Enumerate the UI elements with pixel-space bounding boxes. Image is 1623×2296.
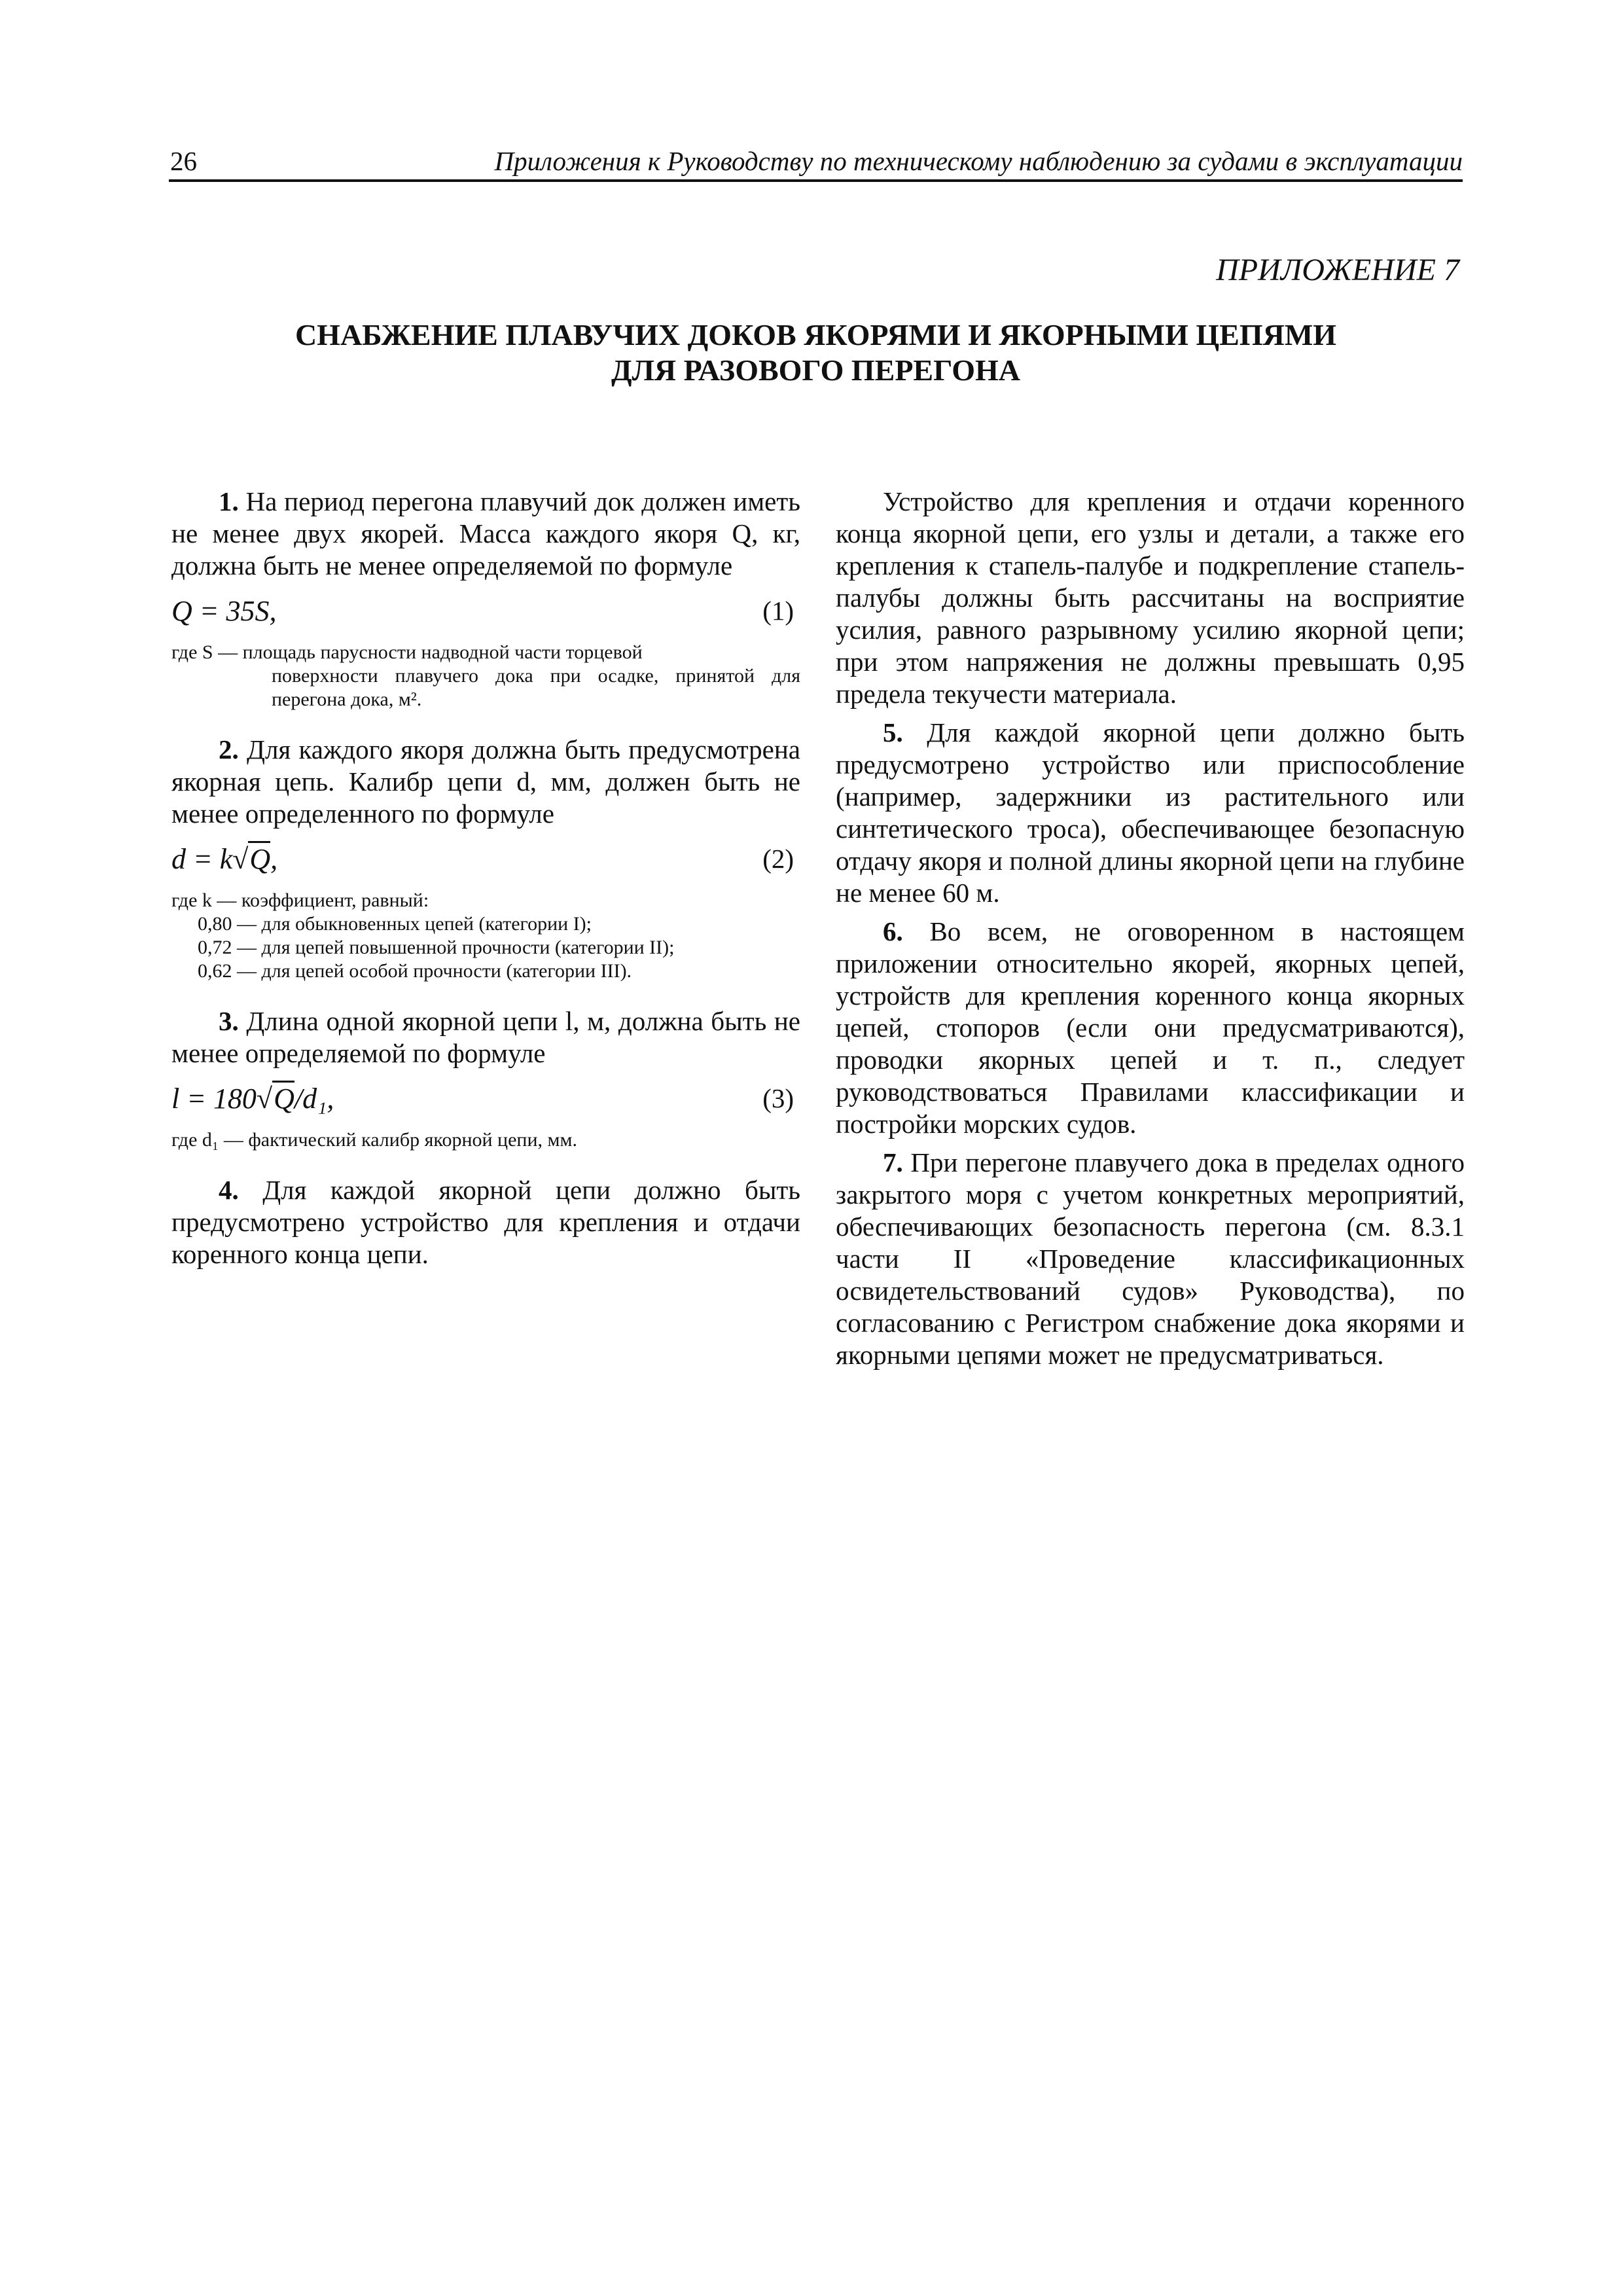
equation-number: (1) xyxy=(762,596,794,626)
formula-2 xyxy=(171,839,800,884)
radicand: Q xyxy=(248,841,270,875)
note-line: где k — коэффициент, равный: xyxy=(171,889,429,911)
formula-3-notes xyxy=(171,1128,800,1152)
formula-3 xyxy=(171,1079,800,1123)
equation-number: (3) xyxy=(762,1083,794,1113)
note-line: где d₁ — фактический калибр якорной цепи, мм. xyxy=(171,1129,577,1151)
paragraph-text: Во всем, не оговоренном в настоящем приложении относительно якорей, якорных цепей, устройств для крепления коренного конца якорных цепей, стопоров (если они предусматриваются), проводки якорных цепей и т. п., следует руководствоваться Правилами классификации и постройки морских судов. xyxy=(836,916,1465,1139)
formula-tail: /d₁, xyxy=(294,1083,334,1115)
paragraph-text: Для каждой якорной цепи должно быть предусмотрено устройство или приспособление (например, задержники из растительного или синтетического троса), обеспечивающее безопасную отдачу якоря и полной длины якорной цепи на глубине не менее 60 м. xyxy=(836,717,1465,908)
paragraph-4 xyxy=(171,1174,800,1270)
paragraph-number: 6. xyxy=(883,916,903,946)
paragraph-number: 4. xyxy=(219,1175,239,1205)
paragraph-number: 7. xyxy=(883,1147,903,1177)
paragraph-text: Для каждого якоря должна быть предусмотрена якорная цепь. Калибр цепи d, мм, должен быть не менее определенного по формуле xyxy=(171,734,801,829)
paragraph-3 xyxy=(171,1005,800,1069)
title-line-2: ДЛЯ РАЗОВОГО ПЕРЕГОНА xyxy=(611,353,1020,387)
running-title: Приложения к Руководству по техническому наблюдению за судами в эксплуатации xyxy=(494,146,1463,176)
formula-expression: Q = 35S, xyxy=(171,595,277,627)
left-column xyxy=(171,486,800,1277)
paragraph-text: При перегоне плавучего дока в пределах одного закрытого моря с учетом конкретных мероприятий, обеспечивающих безопасность перегона (см. 8.3.1 части II «Проведение классификационных освидетельствований судов» Руководства), по согласованию с Регистром снабжение дока якорями и якорными цепями может не предусматриваться. xyxy=(836,1147,1465,1370)
note-item: 0,80 — для обыкновенных цепей (категории I); xyxy=(198,913,592,935)
paragraph-number: 1. xyxy=(219,486,239,516)
paragraph-text: На период перегона плавучий док должен иметь не менее двух якорей. Масса каждого якоря Q, кг, должна быть не менее определяемой по формуле xyxy=(171,486,800,581)
formula-lhs: l = 180 xyxy=(171,1083,257,1115)
paragraph-4-continued: Устройство для крепления и отдачи коренного конца якорной цепи, его узлы и детали, а также его крепления к стапель-палубе и подкрепление стапель-палубы должны быть рассчитаны на восприятие усилия, равного разрывному усилию якорной цепи; при этом напряжения не должны превышать 0,95 предела текучести материала. xyxy=(836,486,1465,709)
sqrt-icon: √ xyxy=(256,1083,273,1115)
paragraph-number: 3. xyxy=(219,1006,239,1036)
paragraph-number: 2. xyxy=(219,734,239,764)
formula-tail: , xyxy=(270,843,278,875)
note-item: 0,62 — для цепей особой прочности (категории III). xyxy=(198,960,632,982)
right-column xyxy=(836,486,1465,1378)
paragraph-text: Длина одной якорной цепи l, м, должна быть не менее определяемой по формуле xyxy=(171,1006,800,1068)
formula-1-notes xyxy=(171,641,800,711)
appendix-label: ПРИЛОЖЕНИЕ 7 xyxy=(1216,253,1459,287)
page-number: 26 xyxy=(170,146,197,176)
sqrt-icon: √ xyxy=(232,843,249,875)
paragraph-5 xyxy=(836,717,1465,909)
title-line-1: СНАБЖЕНИЕ ПЛАВУЧИХ ДОКОВ ЯКОРЯМИ И ЯКОРНЫМИ ЦЕПЯМИ xyxy=(294,318,1337,351)
paragraph-number: 5. xyxy=(883,717,903,747)
note-line: поверхности плавучего дока при осадке, принятой для перегона дока, м². xyxy=(272,665,800,710)
formula-lhs: d = k xyxy=(171,843,233,875)
formula-expression xyxy=(171,1083,334,1115)
paragraph-2 xyxy=(171,734,800,830)
paragraph-1 xyxy=(171,486,800,582)
running-header xyxy=(169,143,1463,182)
paragraph-7 xyxy=(836,1147,1465,1371)
paragraph-6 xyxy=(836,916,1465,1140)
radicand: Q xyxy=(272,1081,294,1115)
note-line: где S — площадь парусности надводной части торцевой xyxy=(171,641,643,663)
formula-2-notes xyxy=(171,889,800,983)
paragraph-text: Для каждой якорной цепи должно быть предусмотрено устройство для крепления и отдачи коренного конца цепи. xyxy=(171,1175,801,1269)
formula-1 xyxy=(171,591,800,636)
document-title xyxy=(169,317,1463,388)
formula-expression xyxy=(171,843,277,875)
equation-number: (2) xyxy=(762,844,794,874)
note-item: 0,72 — для цепей повышенной прочности (категории II); xyxy=(198,937,675,958)
